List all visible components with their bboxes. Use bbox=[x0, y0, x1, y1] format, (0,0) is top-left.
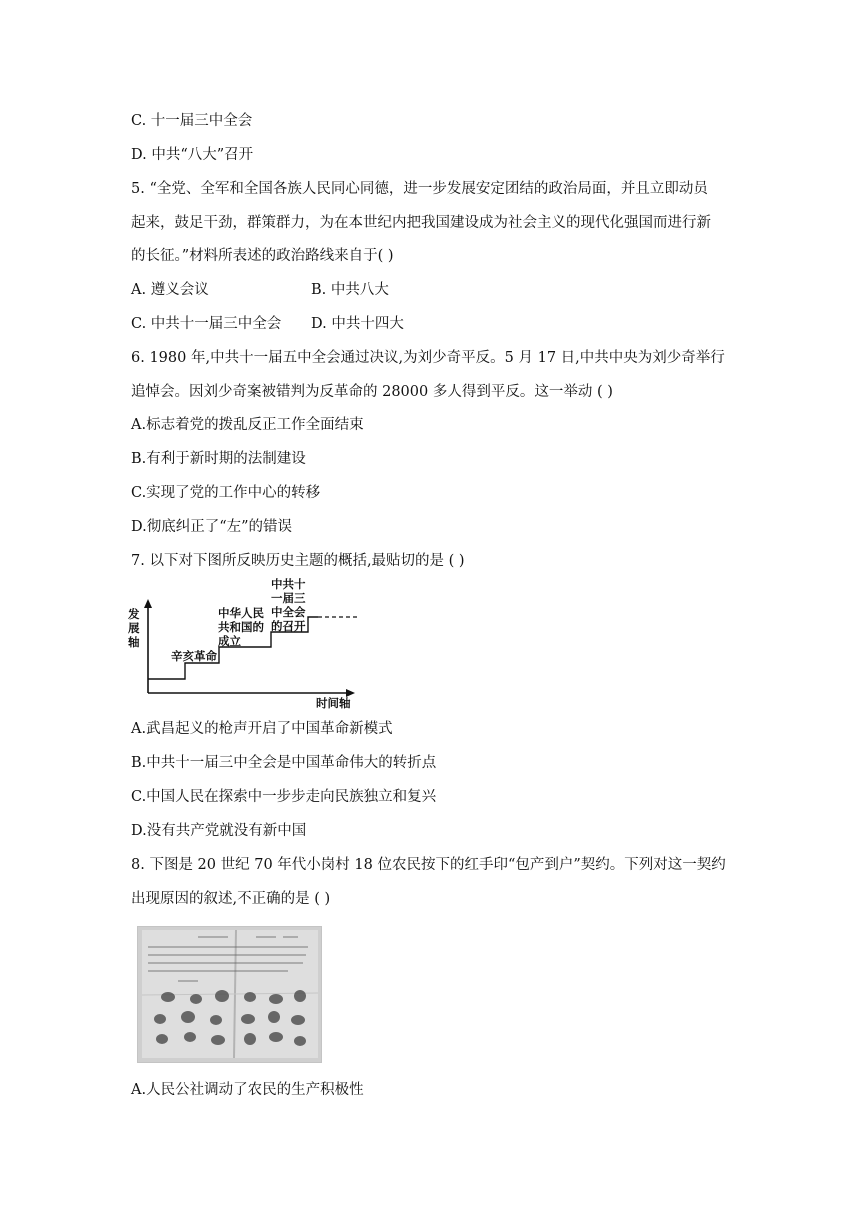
q5-option-a: A. 遵义会议 bbox=[131, 282, 209, 298]
q6-option-b: B.有利于新时期的法制建设 bbox=[131, 451, 306, 467]
y-axis-label-2: 展 bbox=[128, 621, 140, 635]
q5-option-d: D. 中共十四大 bbox=[311, 316, 404, 332]
q8-stem-line2: 出现原因的叙述,不正确的是 ( ) bbox=[131, 891, 331, 907]
step2-label-line1: 中华人民 bbox=[218, 606, 264, 620]
contract-photo bbox=[137, 926, 322, 1063]
q7-option-a: A.武昌起义的枪声开启了中国革命新模式 bbox=[131, 721, 393, 737]
step3-label-line3: 中全会 bbox=[271, 605, 306, 619]
q8-option-a: A.人民公社调动了农民的生产积极性 bbox=[131, 1082, 364, 1098]
q5-stem-line3: 的长征。”材料所表述的政治路线来自于( ) bbox=[131, 248, 394, 264]
q6-stem-line2: 追悼会。因刘少奇案被错判为反革命的 28000 多人得到平反。这一举动 ( ) bbox=[131, 384, 613, 400]
q6-option-c: C.实现了党的工作中心的转移 bbox=[131, 485, 321, 501]
staircase-diagram bbox=[126, 575, 366, 711]
staircase-graphic bbox=[126, 575, 366, 711]
q4-option-d: D. 中共“八大”召开 bbox=[131, 147, 254, 163]
x-axis-label: 时间轴 bbox=[316, 696, 351, 710]
q7-option-c: C.中国人民在探索中一步步走向民族独立和复兴 bbox=[131, 789, 437, 805]
q8-stem-line1: 8. 下图是 20 世纪 70 年代小岗村 18 位农民按下的红手印“包产到户”契约。下列对这一契约 bbox=[131, 857, 726, 873]
q7-stem: 7. 以下对下图所反映历史主题的概括,最贴切的是 ( ) bbox=[131, 553, 465, 569]
step3-label-line4: 的召开 bbox=[271, 619, 306, 633]
step3-label-line1: 中共十 bbox=[271, 577, 306, 591]
q5-stem-line1: 5. “全党、全军和全国各族人民同心同德，进一步发展安定团结的政治局面，并且立即动员 bbox=[131, 181, 708, 197]
q5-stem-line2: 起来，鼓足干劲，群策群力，为在本世纪内把我国建设成为社会主义的现代化强国而进行新 bbox=[131, 215, 711, 231]
q7-option-b: B.中共十一届三中全会是中国革命伟大的转折点 bbox=[131, 755, 437, 771]
contract-photo-graphic bbox=[138, 927, 321, 1062]
y-axis-arrow bbox=[144, 599, 152, 608]
step1-label: 辛亥革命 bbox=[171, 649, 217, 663]
q6-option-a: A.标志着党的拨乱反正工作全面结束 bbox=[131, 417, 364, 433]
step2-label-line3: 成立 bbox=[218, 634, 241, 648]
y-axis-label-3: 轴 bbox=[128, 635, 140, 649]
q6-stem-line1: 6. 1980 年,中共十一届五中全会通过决议,为刘少奇平反。5 月 17 日,中共中央为刘少奇举行 bbox=[131, 350, 725, 366]
step2-label-line2: 共和国的 bbox=[218, 620, 264, 634]
q5-option-b: B. 中共八大 bbox=[311, 282, 389, 298]
y-axis-label-1: 发 bbox=[128, 607, 140, 621]
q6-option-d: D.彻底纠正了“左”的错误 bbox=[131, 519, 293, 535]
q4-option-c: C. 十一届三中全会 bbox=[131, 113, 253, 129]
q7-option-d: D.没有共产党就没有新中国 bbox=[131, 823, 307, 839]
step3-label-line2: 一届三 bbox=[271, 591, 306, 605]
q5-option-c: C. 中共十一届三中全会 bbox=[131, 316, 282, 332]
